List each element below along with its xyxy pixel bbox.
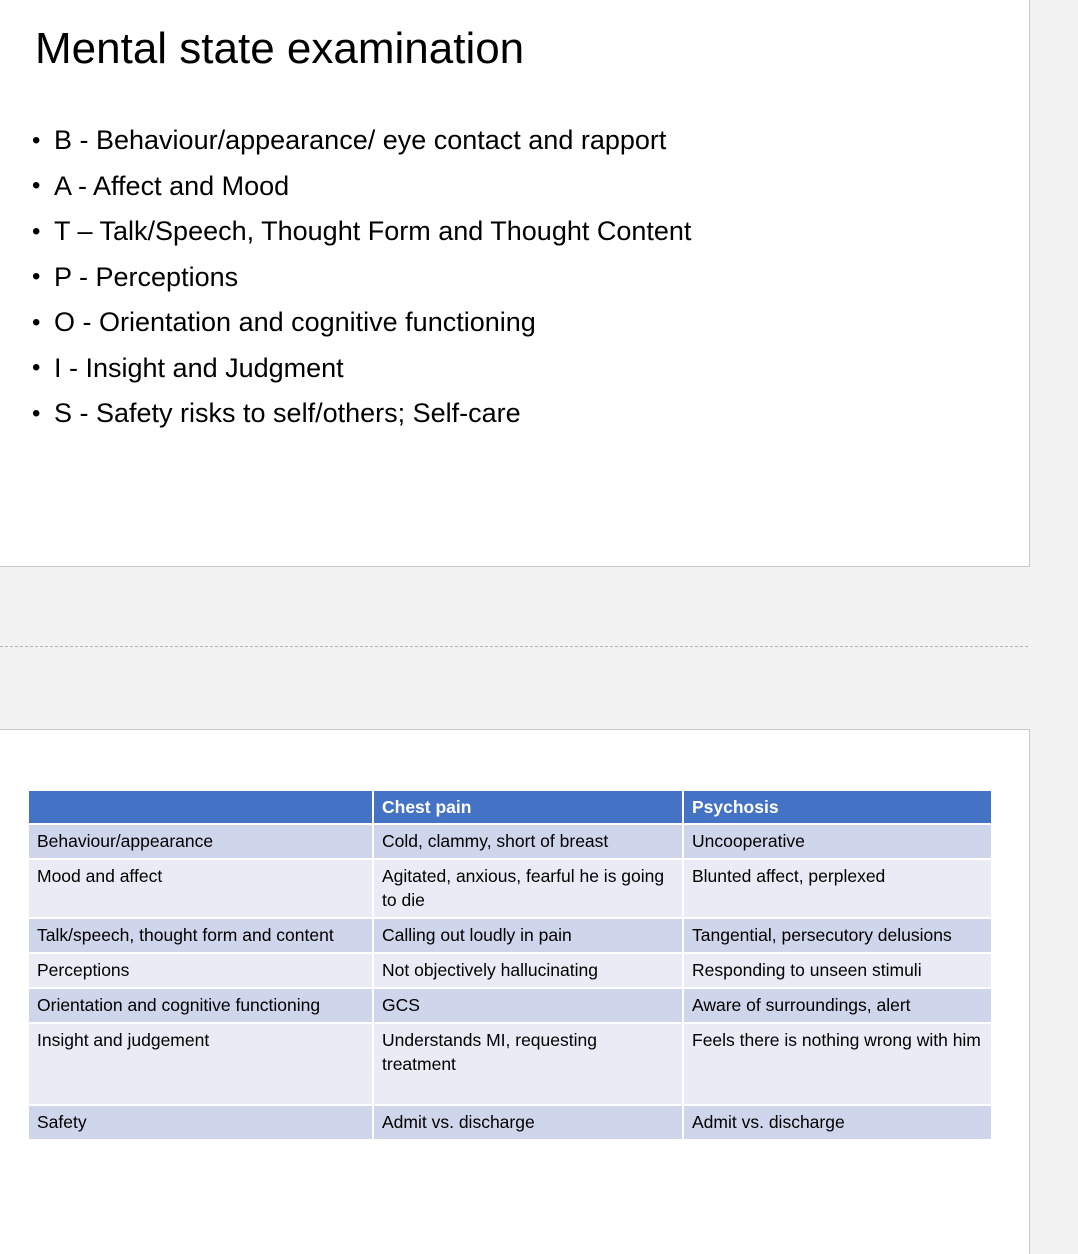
bullet-item[interactable] (32, 391, 691, 437)
bullet-dot-icon: • (32, 263, 41, 291)
slide-1[interactable] (0, 0, 1030, 567)
psychosis-cell[interactable]: Uncooperative (683, 824, 992, 859)
mse-comparison-table[interactable] (27, 789, 993, 1141)
bullet-dot-icon: • (32, 354, 41, 382)
table-row (28, 859, 992, 918)
psychosis-cell[interactable]: Admit vs. discharge (683, 1105, 992, 1140)
bullet-dot-icon: • (32, 399, 41, 427)
bullet-text: I - Insight and Judgment (54, 352, 344, 383)
row-label-cell[interactable]: Perceptions (28, 953, 373, 988)
chest-pain-cell[interactable]: Calling out loudly in pain (373, 918, 683, 953)
bullet-text: T – Talk/Speech, Thought Form and Thought Content (54, 216, 692, 247)
slide-title[interactable]: Mental state examination (35, 24, 525, 73)
psychosis-cell[interactable]: Aware of surroundings, alert (683, 988, 992, 1023)
row-label-cell[interactable]: Mood and affect (28, 859, 373, 918)
row-label-cell[interactable]: Insight and judgement (28, 1023, 373, 1105)
psychosis-cell[interactable]: Tangential, persecutory delusions (683, 918, 992, 953)
bullet-item[interactable] (32, 118, 691, 164)
chest-pain-cell[interactable]: Cold, clammy, short of breast (373, 824, 683, 859)
bullet-item[interactable] (32, 255, 691, 301)
slide-2[interactable] (0, 729, 1030, 1254)
header-cell[interactable] (28, 790, 373, 824)
table-row (28, 918, 992, 953)
psychosis-cell[interactable]: Responding to unseen stimuli (683, 953, 992, 988)
table-row (28, 1023, 992, 1105)
header-cell-psychosis[interactable]: Psychosis (683, 790, 992, 824)
table-row (28, 988, 992, 1023)
chest-pain-cell[interactable]: Agitated, anxious, fearful he is going to die (373, 859, 683, 918)
bullet-dot-icon: • (32, 126, 41, 154)
bullet-text: B - Behaviour/appearance/ eye contact and rapport (54, 125, 667, 156)
bullet-text: S - Safety risks to self/others; Self-care (54, 398, 521, 429)
chest-pain-cell[interactable]: Not objectively hallucinating (373, 953, 683, 988)
table-row (28, 953, 992, 988)
bullet-text: O - Orientation and cognitive functioning (54, 307, 536, 338)
chest-pain-cell[interactable]: GCS (373, 988, 683, 1023)
bullet-text: P - Perceptions (54, 261, 239, 292)
bullet-item[interactable] (32, 300, 691, 346)
chest-pain-cell[interactable]: Understands MI, requesting treatment (373, 1023, 683, 1105)
table-row (28, 1105, 992, 1140)
right-gutter (1031, 0, 1078, 1254)
bullet-dot-icon: • (32, 217, 41, 245)
bullet-item[interactable] (32, 346, 691, 392)
bullet-item[interactable] (32, 209, 691, 255)
bullet-dot-icon: • (32, 308, 41, 336)
row-label-cell[interactable]: Safety (28, 1105, 373, 1140)
table-header-row (28, 790, 992, 824)
psychosis-cell[interactable]: Feels there is nothing wrong with him (683, 1023, 992, 1105)
page-break-divider (0, 646, 1028, 647)
header-cell-chest-pain[interactable]: Chest pain (373, 790, 683, 824)
chest-pain-cell[interactable]: Admit vs. discharge (373, 1105, 683, 1140)
row-label-cell[interactable]: Orientation and cognitive functioning (28, 988, 373, 1023)
bullet-item[interactable] (32, 164, 691, 210)
row-label-cell[interactable]: Behaviour/appearance (28, 824, 373, 859)
bullet-list (32, 118, 691, 437)
bullet-dot-icon: • (32, 172, 41, 200)
bullet-text: A - Affect and Mood (54, 170, 290, 201)
row-label-cell[interactable]: Talk/speech, thought form and content (28, 918, 373, 953)
psychosis-cell[interactable]: Blunted affect, perplexed (683, 859, 992, 918)
table-row (28, 824, 992, 859)
